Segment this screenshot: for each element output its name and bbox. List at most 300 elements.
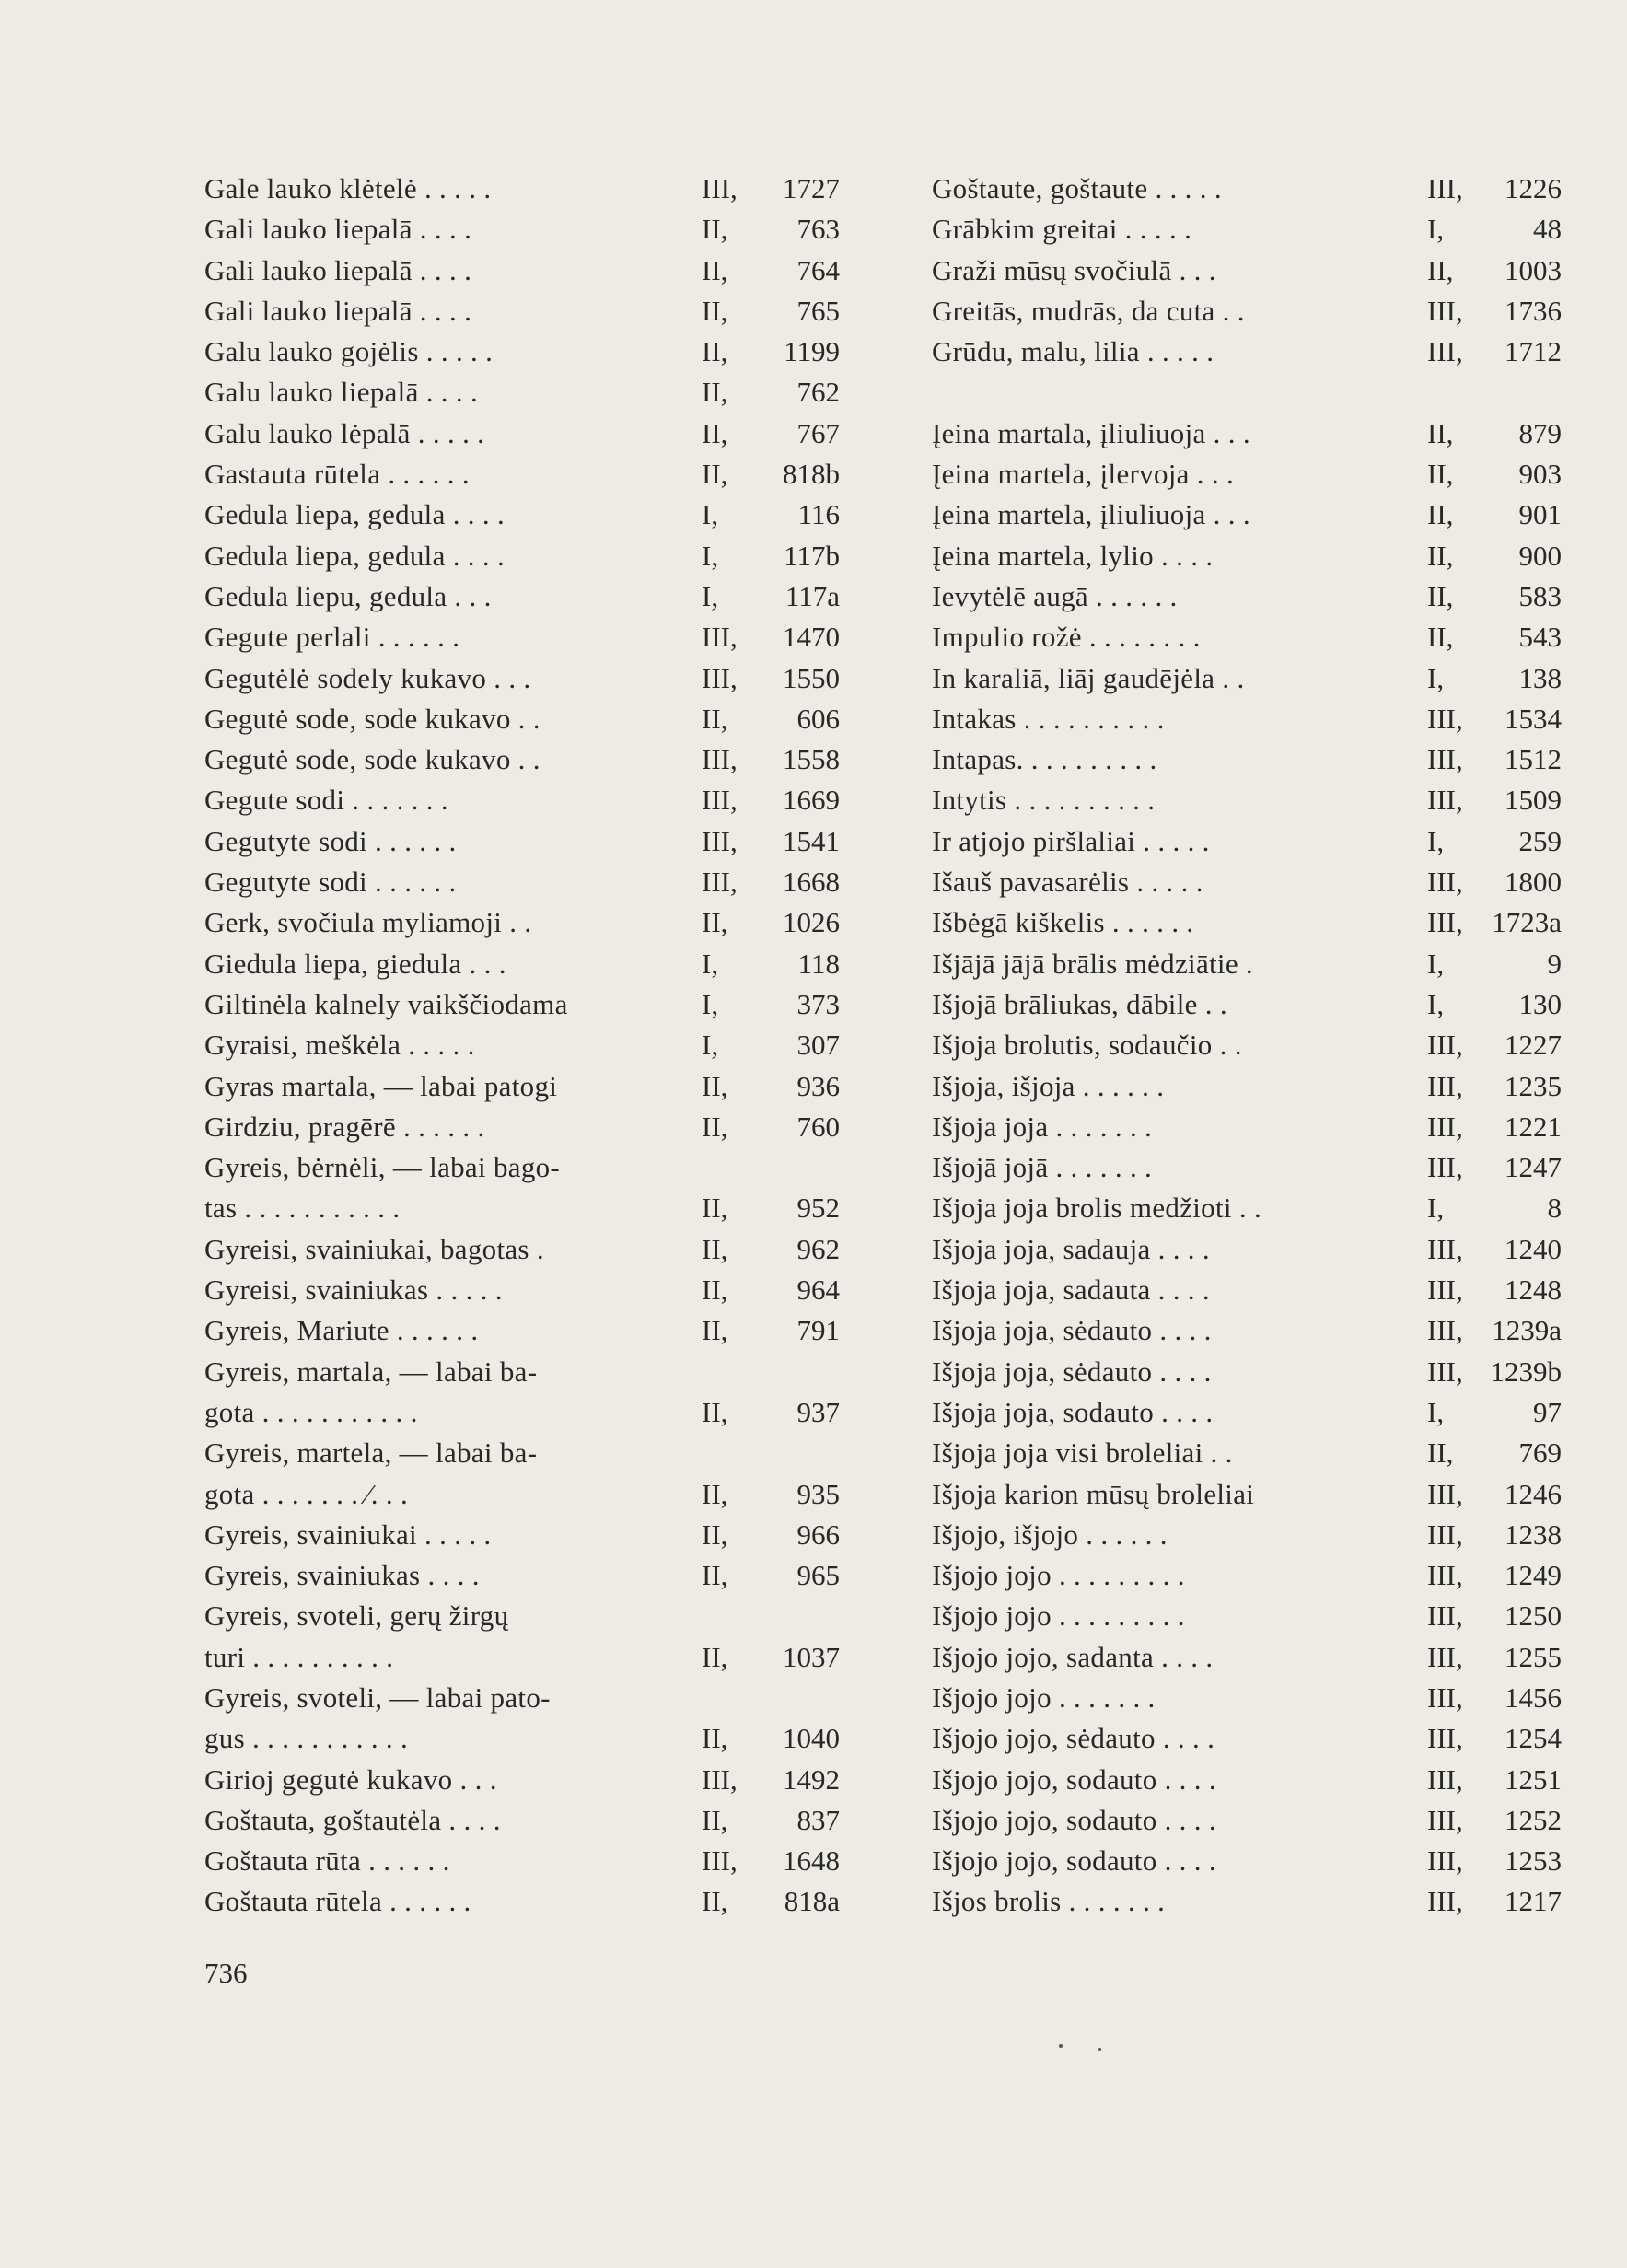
entry-number: 1239b xyxy=(1490,1355,1562,1388)
print-speck xyxy=(1098,2048,1101,2051)
entry-title: Impulio rožė . . . . . . . . xyxy=(932,621,1201,654)
entry-title: Graži mūsų svočiulā . . . xyxy=(932,253,1216,286)
index-entry xyxy=(204,862,849,902)
entry-volume: II, xyxy=(1427,1436,1454,1470)
entry-title: Gyreisi, svainiukas . . . . . xyxy=(204,1274,503,1307)
entry-number: 130 xyxy=(1518,987,1562,1020)
entry-number: 97 xyxy=(1533,1395,1562,1428)
entry-volume: II, xyxy=(702,376,728,409)
entry-title: Išjoja joja, sadauta . . . . xyxy=(932,1274,1210,1307)
entry-number: 1512 xyxy=(1505,743,1562,776)
entry-number: 1003 xyxy=(1505,253,1562,286)
entry-number: 763 xyxy=(796,213,840,246)
index-entry xyxy=(204,250,849,291)
entry-number: 791 xyxy=(796,1314,840,1347)
entry-number: 1727 xyxy=(783,172,840,204)
index-entry xyxy=(932,1515,1567,1555)
entry-number: 1221 xyxy=(1505,1110,1562,1143)
entry-number: 1254 xyxy=(1505,1722,1562,1755)
entry-number: 818b xyxy=(783,458,840,491)
entry-number: 837 xyxy=(796,1803,840,1836)
entry-title: Gyreis, svainiukas . . . . xyxy=(204,1559,480,1592)
index-entry xyxy=(932,1841,1567,1881)
index-entry xyxy=(204,1637,849,1678)
index-entry xyxy=(932,1066,1567,1107)
entry-volume: I, xyxy=(702,947,719,980)
entry-volume: II, xyxy=(702,335,728,368)
entry-volume: II, xyxy=(702,1232,728,1265)
page-number: 736 xyxy=(204,1957,248,1989)
entry-volume: III, xyxy=(1427,1355,1463,1388)
entry-title: Išjoja karion mūsų broleliai xyxy=(932,1477,1255,1510)
entry-number: 117b xyxy=(784,539,840,572)
entry-title: Intakas . . . . . . . . . . xyxy=(932,702,1165,735)
entry-volume: III, xyxy=(1427,1274,1463,1307)
entry-number: 1248 xyxy=(1505,1274,1562,1307)
entry-volume: III, xyxy=(1427,784,1463,817)
entry-volume: III, xyxy=(1427,1029,1463,1062)
entry-number: 1249 xyxy=(1505,1559,1562,1592)
index-entry xyxy=(932,1188,1567,1228)
entry-number: 1251 xyxy=(1505,1762,1562,1796)
entry-number: 1541 xyxy=(783,824,840,857)
index-entry xyxy=(932,1881,1567,1922)
entry-title: Gerk, svočiula myliamoji . . xyxy=(204,906,532,939)
index-entry xyxy=(932,658,1567,699)
entry-number: 952 xyxy=(796,1192,840,1225)
index-entry xyxy=(932,902,1567,943)
entry-title: Išjoja brolutis, sodaučio . . xyxy=(932,1029,1242,1062)
index-entry xyxy=(204,372,849,413)
index-entry xyxy=(204,1474,849,1515)
entry-number: 9 xyxy=(1547,947,1562,980)
index-entry xyxy=(932,1147,1567,1188)
index-entry xyxy=(204,291,849,331)
index-entry xyxy=(932,454,1567,494)
entry-number: 1026 xyxy=(783,906,840,939)
entry-number: 769 xyxy=(1518,1436,1562,1470)
entry-title: Išjoja joja, sodauto . . . . xyxy=(932,1395,1214,1428)
entry-volume: I, xyxy=(1427,824,1445,857)
entry-title: Gali lauko liepalā . . . . xyxy=(204,253,472,286)
index-entry xyxy=(932,1107,1567,1147)
entry-volume: I, xyxy=(1427,987,1445,1020)
entry-title: Goštaute, goštaute . . . . . xyxy=(932,172,1222,204)
index-entry xyxy=(204,1107,849,1147)
entry-title: gota . . . . . . . . . . . xyxy=(204,1395,418,1428)
entry-title: Gedula liepa, gedula . . . . xyxy=(204,539,506,572)
entry-number: 1669 xyxy=(783,784,840,817)
print-speck xyxy=(1059,2044,1063,2048)
entry-title: Gyreis, martala, — labai ba- xyxy=(204,1355,538,1388)
index-entry xyxy=(932,1229,1567,1270)
entry-volume: III, xyxy=(1427,1314,1463,1347)
index-entry xyxy=(204,1555,849,1596)
entry-volume: II, xyxy=(702,416,728,449)
entry-volume: III, xyxy=(1427,866,1463,899)
entry-title: Įeina martela, lylio . . . . xyxy=(932,539,1214,572)
index-entry xyxy=(932,1310,1567,1351)
entry-number: 1240 xyxy=(1505,1232,1562,1265)
entry-number: 767 xyxy=(796,416,840,449)
entry-volume: I, xyxy=(702,1029,719,1062)
entry-number: 1255 xyxy=(1505,1640,1562,1673)
entry-number: 1040 xyxy=(783,1722,840,1755)
entry-volume: II, xyxy=(1427,416,1454,449)
entry-title: Ir atjojo piršlaliai . . . . . xyxy=(932,824,1210,857)
index-entry xyxy=(204,331,849,372)
index-entry xyxy=(204,739,849,780)
index-entry xyxy=(204,821,849,862)
entry-number: 1800 xyxy=(1505,866,1562,899)
entry-volume: II, xyxy=(702,1395,728,1428)
index-entry xyxy=(932,862,1567,902)
entry-number: 543 xyxy=(1518,621,1562,654)
entry-number: 964 xyxy=(796,1274,840,1307)
entry-volume: III, xyxy=(1427,1722,1463,1755)
index-entry xyxy=(932,821,1567,862)
entry-title: Išjojā brāliukas, dābile . . xyxy=(932,987,1227,1020)
index-entry xyxy=(932,576,1567,617)
entry-number: 760 xyxy=(796,1110,840,1143)
entry-volume: III, xyxy=(702,784,738,817)
entry-volume: II, xyxy=(702,294,728,327)
entry-volume: II, xyxy=(702,253,728,286)
entry-volume: I, xyxy=(1427,947,1445,980)
entry-title: Gegutėlė sodely kukavo . . . xyxy=(204,661,531,694)
entry-volume: III, xyxy=(1427,906,1463,939)
index-entry xyxy=(204,1678,849,1718)
index-entry xyxy=(932,169,1567,209)
index-entry xyxy=(204,780,849,820)
entry-volume: II, xyxy=(702,1640,728,1673)
entry-number: 1492 xyxy=(783,1762,840,1796)
entry-volume: II, xyxy=(702,1110,728,1143)
entry-volume: I, xyxy=(1427,1395,1445,1428)
entry-volume: III, xyxy=(1427,1232,1463,1265)
entry-number: 1470 xyxy=(783,621,840,654)
entry-volume: II, xyxy=(702,1518,728,1551)
entry-volume: III, xyxy=(702,1762,738,1796)
entry-number: 606 xyxy=(796,702,840,735)
index-entry xyxy=(932,1596,1567,1636)
entry-number: 901 xyxy=(1518,498,1562,531)
entry-title: tas . . . . . . . . . . . xyxy=(204,1192,401,1225)
entry-number: 935 xyxy=(796,1477,840,1510)
entry-title: gota . . . . . . . ⁄. . . xyxy=(204,1477,409,1510)
entry-title: Gyreis, svainiukai . . . . . xyxy=(204,1518,492,1551)
entry-title: Gyraisi, meškėla . . . . . xyxy=(204,1029,475,1062)
entry-title: Grūdu, malu, lilia . . . . . xyxy=(932,335,1214,368)
entry-volume: I, xyxy=(702,987,719,1020)
entry-title: Gegutė sode, sode kukavo . . xyxy=(204,702,540,735)
entry-volume: III, xyxy=(1427,172,1463,204)
index-entry xyxy=(204,1718,849,1759)
entry-title: Goštauta rūtela . . . . . . xyxy=(204,1885,471,1918)
index-entry xyxy=(932,1637,1567,1678)
entry-title: gus . . . . . . . . . . . xyxy=(204,1722,409,1755)
index-entry xyxy=(932,536,1567,576)
entry-volume: II, xyxy=(702,1477,728,1510)
entry-volume: III, xyxy=(1427,1803,1463,1836)
index-entry xyxy=(204,1270,849,1310)
entry-title: Gedula liepa, gedula . . . . xyxy=(204,498,506,531)
entry-title: Įeina martela, įlervoja . . . xyxy=(932,458,1235,491)
entry-number: 1723a xyxy=(1492,906,1562,939)
entry-volume: I, xyxy=(702,579,719,612)
entry-number: 1668 xyxy=(783,866,840,899)
entry-volume: III, xyxy=(1427,1844,1463,1878)
index-entry xyxy=(204,413,849,454)
entry-volume: III, xyxy=(1427,294,1463,327)
entry-volume: II, xyxy=(1427,621,1454,654)
entry-title: Išjojo jojo . . . . . . . . . xyxy=(932,1599,1185,1633)
entry-number: 1558 xyxy=(783,743,840,776)
entry-number: 1648 xyxy=(783,1844,840,1878)
index-column-left xyxy=(204,169,849,1923)
entry-number: 1199 xyxy=(784,335,840,368)
index-entry xyxy=(204,536,849,576)
entry-number: 117a xyxy=(784,579,840,612)
index-entry xyxy=(932,1718,1567,1759)
entry-volume: III, xyxy=(702,824,738,857)
entry-volume: III, xyxy=(702,621,738,654)
index-entry xyxy=(932,291,1567,331)
entry-number: 1534 xyxy=(1505,702,1562,735)
entry-volume: II, xyxy=(702,1314,728,1347)
index-entry xyxy=(932,780,1567,820)
index-entry xyxy=(932,1352,1567,1392)
entry-title: Išjoja joja brolis medžioti . . xyxy=(932,1192,1261,1225)
index-entry xyxy=(932,331,1567,372)
entry-number: 259 xyxy=(1518,824,1562,857)
index-entry xyxy=(932,372,1567,413)
entry-volume: III, xyxy=(1427,702,1463,735)
entry-volume: I, xyxy=(1427,213,1445,246)
index-entry xyxy=(932,739,1567,780)
entry-title: Gegute perlali . . . . . . xyxy=(204,621,460,654)
entry-title: Giedula liepa, giedula . . . xyxy=(204,947,506,980)
index-entry xyxy=(204,209,849,250)
entry-title: Goštauta, goštautėla . . . . xyxy=(204,1803,501,1836)
index-entry xyxy=(932,1474,1567,1515)
entry-title: Išbėgā kiškelis . . . . . . xyxy=(932,906,1194,939)
entry-volume: II, xyxy=(702,1192,728,1225)
entry-title: Gyreis, Mariute . . . . . . xyxy=(204,1314,479,1347)
entry-number: 1226 xyxy=(1505,172,1562,204)
index-entry xyxy=(932,1555,1567,1596)
entry-title: Goštauta rūta . . . . . . xyxy=(204,1844,450,1878)
entry-number: 1037 xyxy=(783,1640,840,1673)
index-entry xyxy=(932,1760,1567,1800)
entry-volume: III, xyxy=(1427,1762,1463,1796)
index-entry xyxy=(204,1392,849,1433)
index-entry xyxy=(932,209,1567,250)
entry-number: 966 xyxy=(796,1518,840,1551)
entry-number: 8 xyxy=(1547,1192,1562,1225)
index-entry xyxy=(204,1881,849,1922)
entry-volume: I, xyxy=(702,539,719,572)
entry-number: 903 xyxy=(1518,458,1562,491)
entry-number: 1217 xyxy=(1505,1885,1562,1918)
index-entry xyxy=(204,699,849,739)
entry-title: Grābkim greitai . . . . . xyxy=(932,213,1192,246)
entry-number: 962 xyxy=(796,1232,840,1265)
index-entry xyxy=(932,250,1567,291)
index-column-right xyxy=(932,169,1567,1923)
entry-volume: III, xyxy=(1427,1110,1463,1143)
entry-volume: II, xyxy=(702,458,728,491)
entry-volume: III, xyxy=(1427,1518,1463,1551)
entry-volume: III, xyxy=(1427,1151,1463,1184)
entry-number: 48 xyxy=(1533,213,1562,246)
entry-volume: III, xyxy=(702,661,738,694)
entry-title: Gali lauko liepalā . . . . xyxy=(204,294,472,327)
entry-volume: III, xyxy=(1427,743,1463,776)
index-entry xyxy=(932,699,1567,739)
entry-volume: I, xyxy=(1427,1192,1445,1225)
entry-volume: III, xyxy=(702,1844,738,1878)
entry-number: 965 xyxy=(796,1559,840,1592)
entry-number: 1238 xyxy=(1505,1518,1562,1551)
entry-title: Gyras martala, — labai patogi xyxy=(204,1069,558,1102)
entry-number: 116 xyxy=(797,498,840,531)
index-entry xyxy=(204,1147,849,1188)
entry-title: Ievytėlē augā . . . . . . xyxy=(932,579,1178,612)
index-entry xyxy=(204,1229,849,1270)
entry-title: Giltinėla kalnely vaikščiodama xyxy=(204,987,568,1020)
entry-volume: II, xyxy=(702,1069,728,1102)
entry-title: Gyreis, svoteli, gerų žirgų xyxy=(204,1599,509,1633)
entry-title: Išjojo jojo, sadanta . . . . xyxy=(932,1640,1214,1673)
entry-title: turi . . . . . . . . . . xyxy=(204,1640,394,1673)
entry-title: Girioj gegutė kukavo . . . xyxy=(204,1762,497,1796)
entry-volume: III, xyxy=(1427,1640,1463,1673)
entry-title: Išjojo jojo . . . . . . . xyxy=(932,1681,1156,1714)
index-entry xyxy=(204,944,849,984)
entry-title: Gale lauko klėtelė . . . . . xyxy=(204,172,492,204)
index-entry xyxy=(204,1310,849,1351)
entry-volume: III, xyxy=(702,743,738,776)
entry-title: Galu lauko lėpalā . . . . . xyxy=(204,416,485,449)
entry-title: Gegute sodi . . . . . . . xyxy=(204,784,448,817)
entry-title: Išjājā jājā brālis mėdziātie . xyxy=(932,947,1253,980)
entry-number: 1550 xyxy=(783,661,840,694)
index-entry xyxy=(204,1188,849,1228)
entry-volume: II, xyxy=(702,1274,728,1307)
entry-volume: II, xyxy=(702,1722,728,1755)
entry-title: Gyreisi, svainiukai, bagotas . xyxy=(204,1232,544,1265)
entry-number: 1246 xyxy=(1505,1477,1562,1510)
index-entry xyxy=(932,1392,1567,1433)
entry-title: Išjoja joja, sėdauto . . . . xyxy=(932,1355,1212,1388)
entry-number: 818a xyxy=(784,1885,840,1918)
entry-number: 1253 xyxy=(1505,1844,1562,1878)
entry-volume: III, xyxy=(1427,1599,1463,1633)
entry-volume: II, xyxy=(702,1885,728,1918)
entry-title: Greitās, mudrās, da cuta . . xyxy=(932,294,1245,327)
index-entry xyxy=(932,1800,1567,1841)
index-entry xyxy=(204,454,849,494)
entry-volume: III, xyxy=(1427,1559,1463,1592)
entry-volume: III, xyxy=(1427,1477,1463,1510)
entry-title: Išjoja joja, sėdauto . . . . xyxy=(932,1314,1212,1347)
entry-title: Gastauta rūtela . . . . . . xyxy=(204,458,470,491)
entry-volume: I, xyxy=(1427,661,1445,694)
index-entry xyxy=(204,1760,849,1800)
entry-number: 1227 xyxy=(1505,1029,1562,1062)
entry-number: 1252 xyxy=(1505,1803,1562,1836)
entry-volume: III, xyxy=(702,172,738,204)
entry-title: Išjojo jojo, sodauto . . . . xyxy=(932,1762,1216,1796)
entry-volume: II, xyxy=(702,1803,728,1836)
entry-volume: II, xyxy=(1427,539,1454,572)
entry-number: 1250 xyxy=(1505,1599,1562,1633)
index-entry xyxy=(932,984,1567,1025)
entry-title: In karaliā, liāj gaudējėla . . xyxy=(932,661,1245,694)
entry-number: 118 xyxy=(797,947,840,980)
index-entry xyxy=(204,1025,849,1065)
entry-title: Išjojo jojo . . . . . . . . . xyxy=(932,1559,1185,1592)
entry-number: 583 xyxy=(1518,579,1562,612)
index-entry xyxy=(932,1270,1567,1310)
entry-number: 764 xyxy=(796,253,840,286)
index-entry xyxy=(932,494,1567,535)
index-entry xyxy=(204,1433,849,1473)
entry-title: Gegutė sode, sode kukavo . . xyxy=(204,743,540,776)
entry-number: 1247 xyxy=(1505,1151,1562,1184)
entry-title: Gyreis, bėrnėli, — labai bago- xyxy=(204,1151,561,1184)
entry-volume: III, xyxy=(1427,335,1463,368)
entry-number: 1509 xyxy=(1505,784,1562,817)
index-entry xyxy=(204,169,849,209)
entry-title: Išjoja joja visi broleliai . . xyxy=(932,1436,1233,1470)
index-entry xyxy=(932,413,1567,454)
entry-title: Išjojo, išjojo . . . . . . xyxy=(932,1518,1168,1551)
entry-volume: III, xyxy=(702,866,738,899)
entry-volume: II, xyxy=(702,702,728,735)
entry-title: Galu lauko liepalā . . . . xyxy=(204,376,479,409)
entry-volume: II, xyxy=(702,213,728,246)
entry-title: Gyreis, martela, — labai ba- xyxy=(204,1436,538,1470)
index-entry xyxy=(932,1433,1567,1473)
entry-volume: II, xyxy=(1427,458,1454,491)
entry-title: Gegutyte sodi . . . . . . xyxy=(204,866,457,899)
entry-number: 307 xyxy=(796,1029,840,1062)
entry-title: Gyreis, svoteli, — labai pato- xyxy=(204,1681,551,1714)
index-entry xyxy=(932,617,1567,657)
entry-title: Gedula liepu, gedula . . . xyxy=(204,579,492,612)
entry-title: Išjos brolis . . . . . . . xyxy=(932,1885,1166,1918)
index-entry xyxy=(204,902,849,943)
entry-volume: II, xyxy=(1427,498,1454,531)
index-entry xyxy=(204,1515,849,1555)
entry-number: 1712 xyxy=(1505,335,1562,368)
entry-title: Išjoja, išjoja . . . . . . xyxy=(932,1069,1165,1102)
entry-volume: III, xyxy=(1427,1681,1463,1714)
entry-number: 936 xyxy=(796,1069,840,1102)
index-entry xyxy=(204,1352,849,1392)
entry-volume: I, xyxy=(702,498,719,531)
index-entry xyxy=(204,658,849,699)
entry-number: 138 xyxy=(1518,661,1562,694)
entry-number: 900 xyxy=(1518,539,1562,572)
index-entry xyxy=(204,1596,849,1636)
entry-title: Galu lauko gojėlis . . . . . xyxy=(204,335,494,368)
entry-title: Išjojo jojo, sodauto . . . . xyxy=(932,1844,1216,1878)
entry-volume: II, xyxy=(702,1559,728,1592)
entry-title: Išauš pavasarėlis . . . . . xyxy=(932,866,1203,899)
